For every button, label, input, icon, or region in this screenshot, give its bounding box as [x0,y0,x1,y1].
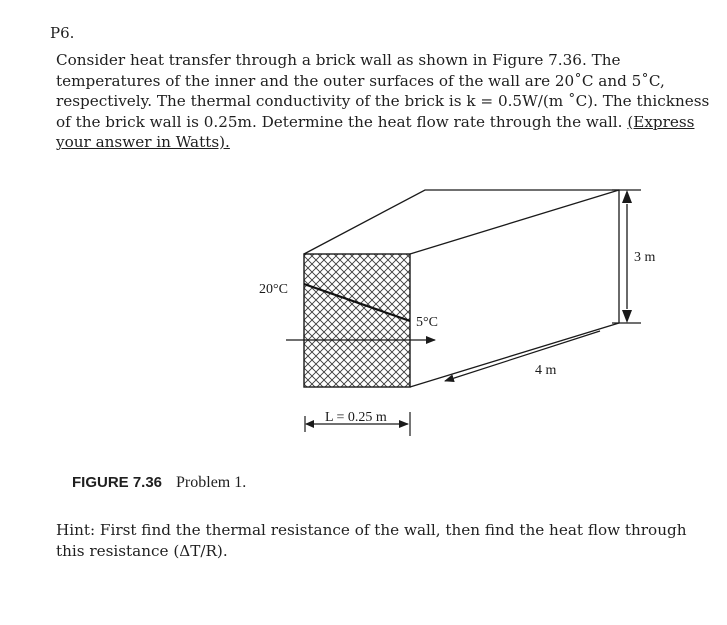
figure-caption-title: Problem 1. [176,474,247,491]
outer-temperature-label: 5°C [416,315,438,330]
answer-instruction: (Express your answer in Watts). [56,112,695,151]
brick-face [304,254,410,387]
figure-caption-label: FIGURE 7.36 [72,474,163,491]
figure-caption [72,474,246,492]
thickness-label: L = 0.25 m [325,410,387,425]
problem-body: Consider heat transfer through a brick wall as shown in Figure 7.36. The temperatures of the inner and the outer surfaces of the wall are 20˚C and 5˚C, respectively. The thermal conductivity of the brick is k = 0.5W/(m ˚C). The thickness of the brick wall is 0.25m. Determine the heat flow rate through the wall. [56,51,710,131]
problem-label: P6. [50,24,75,42]
width-dimension-arrow [445,331,600,381]
width-label: 4 m [535,363,557,378]
height-label: 3 m [634,250,656,265]
inner-temperature-label: 20°C [259,282,288,297]
hint-text: Hint: First find the thermal resistance of the wall, then find the heat flow through this resistance (ΔT/R). [56,521,687,560]
